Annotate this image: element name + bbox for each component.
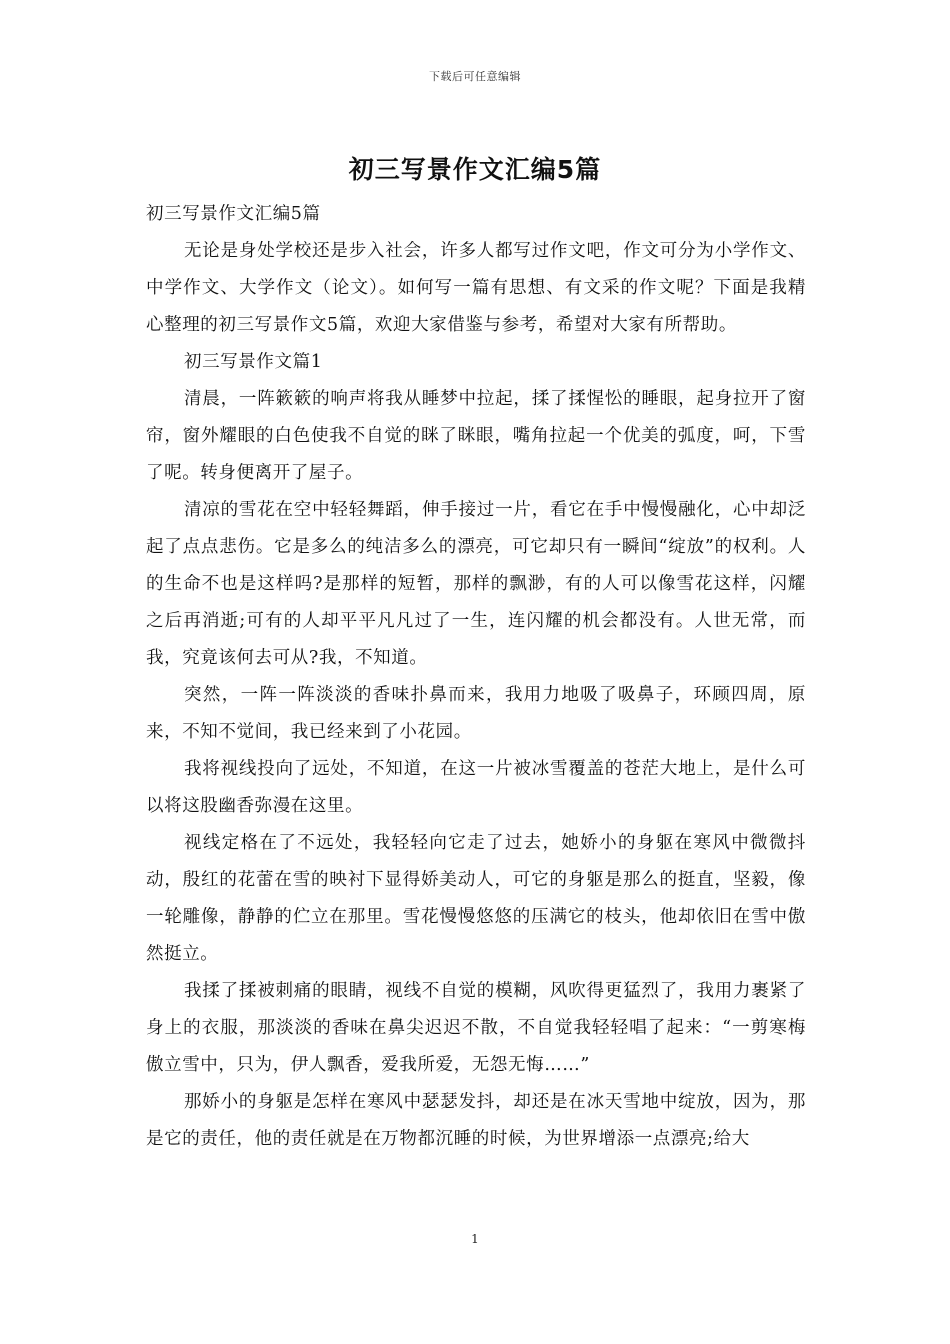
document-body <box>146 196 806 1158</box>
page-number: 1 <box>471 1232 479 1246</box>
section-heading: 初三写景作文篇1 <box>184 352 323 372</box>
document-subtitle: 初三写景作文汇编5篇 <box>146 204 321 224</box>
document-title: 初三写景作文汇编5篇 <box>348 155 602 184</box>
paragraph: 突然，一阵一阵淡淡的香味扑鼻而来，我用力地吸了吸鼻子，环顾四周，原来，不知不觉间，我已经来到了小花园。 <box>146 685 806 742</box>
paragraph: 清晨，一阵簌簌的响声将我从睡梦中拉起，揉了揉惺忪的睡眼，起身拉开了窗帘，窗外耀眼的白色使我不自觉的眯了眯眼，嘴角拉起一个优美的弧度，呵，下雪了呢。转身便离开了屋子。 <box>146 389 806 483</box>
header-note: 下载后可任意编辑 <box>429 70 521 83</box>
paragraph: 我将视线投向了远处，不知道，在这一片被冰雪覆盖的苍茫大地上，是什么可以将这股幽香弥漫在这里。 <box>146 759 806 816</box>
paragraph: 我揉了揉被刺痛的眼睛，视线不自觉的模糊，风吹得更猛烈了，我用力裹紧了身上的衣服，那淡淡的香味在鼻尖迟迟不散，不自觉我轻轻唱了起来：“一剪寒梅傲立雪中，只为，伊人飘香，爱我所爱，无怨无悔……” <box>146 981 806 1075</box>
paragraph: 那娇小的身躯是怎样在寒风中瑟瑟发抖，却还是在冰天雪地中绽放，因为，那是它的责任，他的责任就是在万物都沉睡的时候，为世界增添一点漂亮;给大 <box>146 1092 806 1149</box>
paragraph: 清凉的雪花在空中轻轻舞蹈，伸手接过一片，看它在手中慢慢融化，心中却泛起了点点悲伤。它是多么的纯洁多么的漂亮，可它却只有一瞬间“绽放”的权利。人的生命不也是这样吗?是那样的短暂，那样的飘渺，有的人可以像雪花这样，闪耀之后再消逝;可有的人却平平凡凡过了一生，连闪耀的机会都没有。人世无常，而我，究竟该何去可从?我，不知道。 <box>146 500 806 668</box>
paragraph-intro: 无论是身处学校还是步入社会，许多人都写过作文吧，作文可分为小学作文、中学作文、大学作文（论文）。如何写一篇有思想、有文采的作文呢？下面是我精心整理的初三写景作文5篇，欢迎大家借鉴与参考，希望对大家有所帮助。 <box>146 241 806 335</box>
paragraph: 视线定格在了不远处，我轻轻向它走了过去，她娇小的身躯在寒风中微微抖动，殷红的花蕾在雪的映衬下显得娇美动人，可它的身躯是那么的挺直，坚毅，像一轮雕像，静静的伫立在那里。雪花慢慢悠悠的压满它的枝头，他却依旧在雪中傲然挺立。 <box>146 833 806 964</box>
